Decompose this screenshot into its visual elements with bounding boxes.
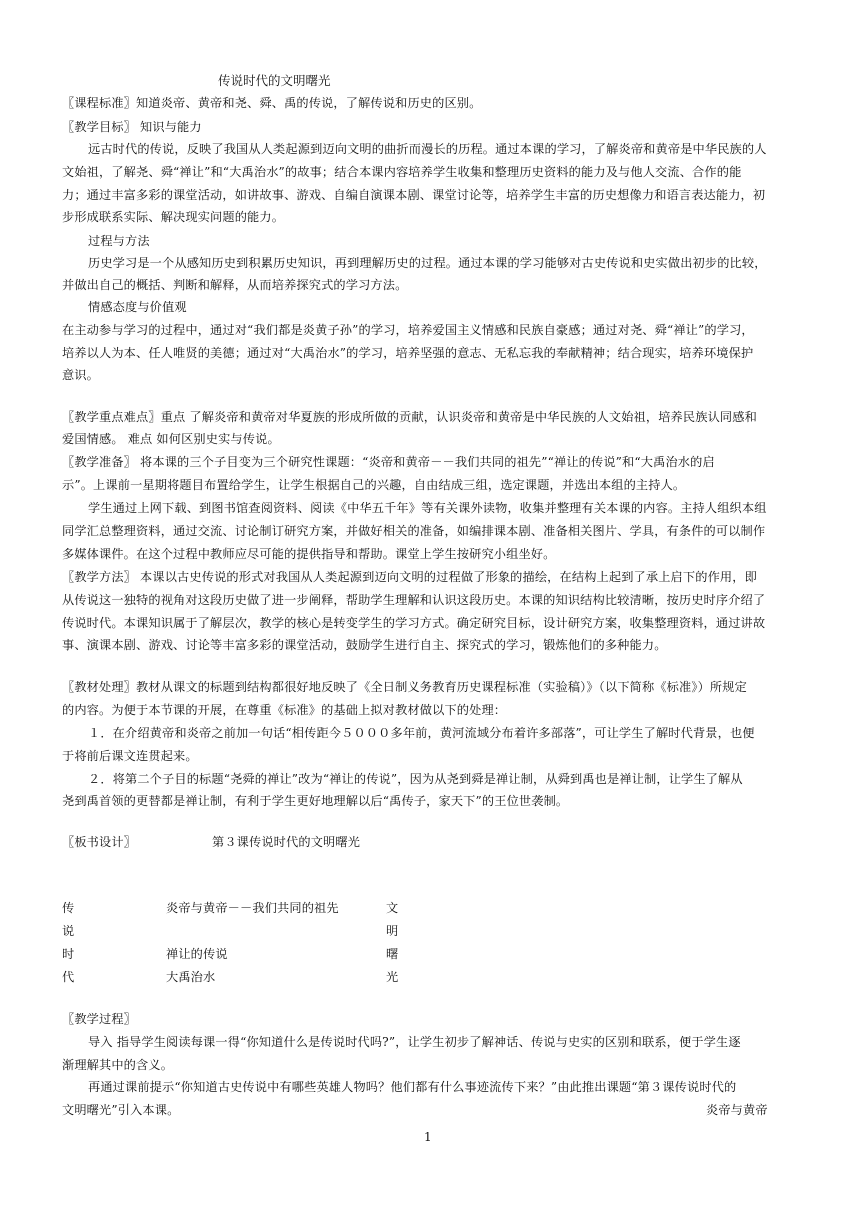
paragraph-line: 从传说这一独特的视角对这段历史做了进一步阐释，帮助学生理解和认识这段历史。本课的知识结构比较清晰，按历史时序介绍了 [62,593,766,607]
board-right-char: 明 [386,924,399,938]
paragraph-line: １．在介绍黄帝和炎帝之前加一句话“相传距今５０００多年前，黄河流域分布着许多部落”，可让学生了解时代背景，也便 [88,726,755,740]
key-points-line: 〖教学重点难点〗重点 了解炎帝和黄帝对华夏族的形成所做的贡献，认识炎帝和黄帝是中华民族的人文始祖，培养民族认同感和 [62,410,757,424]
paragraph-line: 力；通过丰富多彩的课堂活动，如讲故事、游戏、自编自演课本剧、课堂讨论等，培养学生丰富的历史想像力和语言表达能力，初 [62,188,766,202]
paragraph-line: 传说时代。本课知识属于了解层次，教学的核心是转变学生的学习方式。确定研究目标，设计研究方案，收集整理资料，通过讲故 [62,616,766,630]
paragraph-line: 远古时代的传说，反映了我国从人类起源到迈向文明的曲折而漫长的历程。通过本课的学习，了解炎帝和黄帝是中华民族的人 [88,142,767,156]
board-item-abdication: 禅让的传说 [166,947,228,961]
teaching-goals-heading: 〖教学目标〗 知识与能力 [62,120,202,134]
paragraph-line: 于将前后课文连贯起来。 [62,749,198,763]
paragraph-line: 在主动参与学习的过程中，通过对“我们都是炎黄子孙”的学习，培养爱国主义情感和民族自豪感；通过对尧、舜“禅让”的学习， [62,323,754,337]
board-item-dayu: 大禹治水 [166,970,216,984]
board-right-char: 光 [386,970,399,984]
paragraph-line: 并做出自己的概括、判断和解释，从而培养探究式的学习方法。 [62,278,408,292]
course-standard-line: 〖课程标准〗知道炎帝、黄帝和尧、舜、禹的传说，了解传说和历史的区别。 [62,96,482,110]
page-number: 1 [424,1130,432,1144]
paragraph-line: 文明曙光”引入本课。 [62,1103,180,1117]
paragraph-line: 示”。上课前一星期将题目布置给学生，让学生根据自己的兴趣，自由结成三组，选定课题，并选出本组的主持人。 [62,478,686,492]
paragraph-line: 尧到禹首领的更替都是禅让制，有利于学生更好地理解以后“禹传子，家天下”的王位世袭制。 [62,794,569,808]
board-left-char: 代 [62,970,75,984]
paragraph-line: 的内容。为便于本节课的开展，在尊重《标准》的基础上拟对教材做以下的处理： [62,703,507,717]
subheading-process-method: 过程与方法 [88,234,150,248]
paragraph-line: 意识。 [62,368,100,382]
paragraph-line: 历史学习是一个从感知历史到积累历史知识，再到理解历史的过程。通过本课的学习能够对古史传说和史实做出初步的比较， [88,256,767,270]
paragraph-line: 渐理解其中的含义。 [62,1058,174,1072]
paragraph-line: 同学汇总整理资料，通过交流、讨论制订研究方案，并做好相关的准备，如编排课本剧、准备相关图片、学具，有条件的可以制作 [62,524,766,538]
paragraph-line: 导入 指导学生阅读每课一得“你知道什么是传说时代吗?”，让学生初步了解神话、传说与史实的区别和联系，便于学生逐 [88,1035,741,1049]
board-right-char: 文 [386,901,399,915]
paragraph-line: 多媒体课件。在这个过程中教师应尽可能的提供指导和帮助。课堂上学生按研究小组坐好。 [62,547,556,561]
paragraph-line: 爱国情感。 难点 如何区别史实与传说。 [62,432,280,446]
section-label: 炎帝与黄帝 [706,1103,768,1117]
paragraph-line: 文始祖，了解尧、舜“禅让”和“大禹治水”的故事；结合本课内容培养学生收集和整理历史资料的能力及与他人交流、合作的能 [62,165,742,179]
board-right-char: 曙 [386,947,399,961]
subheading-emotion-values: 情感态度与价值观 [88,300,187,314]
teaching-process-heading: 〖教学过程〗 [62,1012,137,1026]
paragraph-line: 再通过课前提示“你知道古史传说中有哪些英雄人物吗？他们都有什么事迹流传下来？”由此推出课题“第３课传说时代的 [88,1080,737,1094]
board-design-title: 第３课传说时代的文明曙光 [212,835,361,849]
paragraph-line: 培养以人为本、任人唯贤的美德；通过对“大禹治水”的学习，培养坚强的意志、无私忘我的奉献精神；结合现实，培养环境保护 [62,346,754,360]
board-left-char: 时 [62,947,75,961]
paragraph-line: 步形成联系实际、解决现实问题的能力。 [62,210,285,224]
board-item-yandi-huangdi: 炎帝与黄帝－－我们共同的祖先 [166,901,339,915]
board-design-heading: 〖板书设计〗 [62,835,137,849]
document-title: 传说时代的文明曙光 [218,73,331,88]
paragraph-line: 事、演课本剧、游戏、讨论等丰富多彩的课堂活动，鼓励学生进行自主、探究式的学习，锻炼他们的多种能力。 [62,638,667,652]
board-left-char: 说 [62,924,75,938]
teaching-method-line: 〖教学方法〗 本课以古史传说的形式对我国从人类起源到迈向文明的过程做了形象的描绘，在结构上起到了承上启下的作用，即 [62,570,757,584]
board-left-char: 传 [62,901,75,915]
textbook-handling-line: 〖教材处理〗教材从课文的标题到结构都很好地反映了《全日制义务教育历史课程标准（实验稿）》（以下简称《标准》）所规定 [62,680,747,694]
paragraph-line: 学生通过上网下载、到图书馆查阅资料、阅读《中华五千年》等有关课外读物，收集并整理有关本课的内容。主持人组织本组 [88,501,767,515]
teaching-prep-line: 〖教学准备〗 将本课的三个子目变为三个研究性课题：“炎帝和黄帝－－我们共同的祖先”“禅让的传说”和“大禹治水的启 [62,455,715,469]
paragraph-line: ２．将第二个子目的标题“尧舜的禅让”改为“禅让的传说”，因为从尧到舜是禅让制，从舜到禹也是禅让制，让学生了解从 [88,772,743,786]
